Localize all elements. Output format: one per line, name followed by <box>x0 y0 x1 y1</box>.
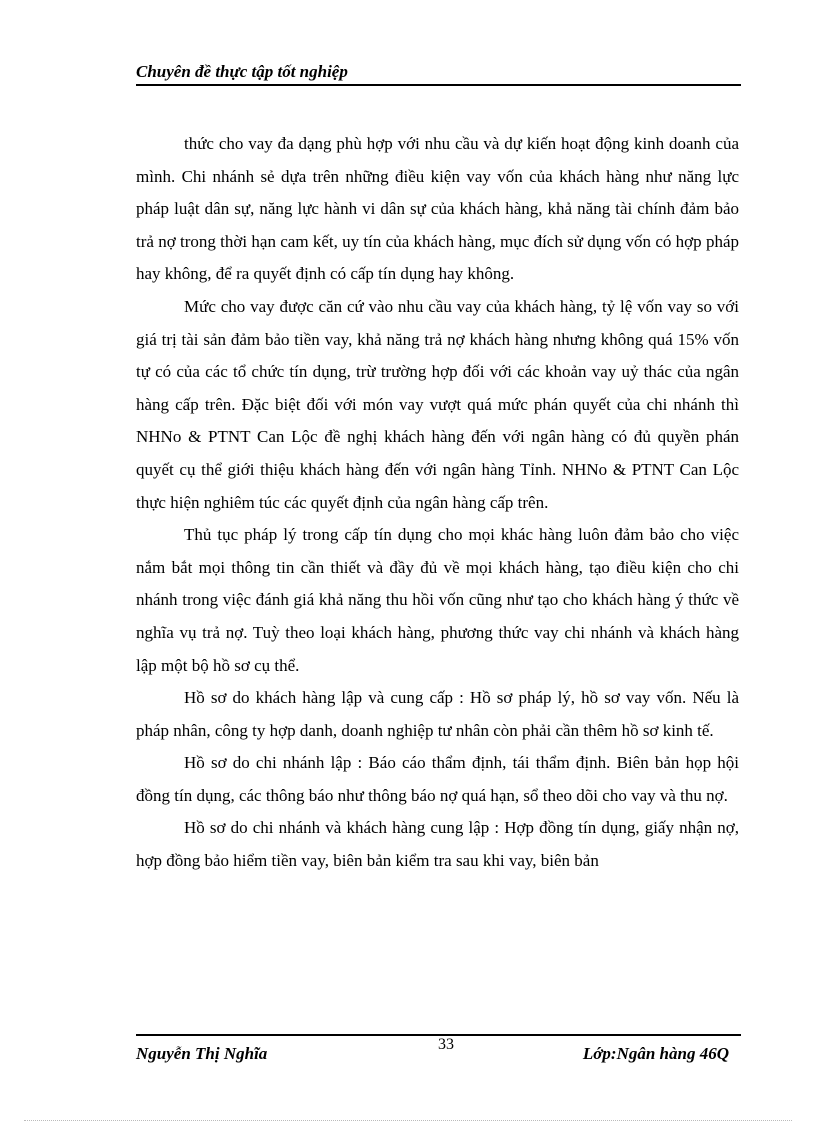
paragraph-legal-procedure: Thủ tục pháp lý trong cấp tín dụng cho mọi khác hàng luôn đảm bảo cho việc nắm bắt mọi thông tin cần thiết và đầy đủ về mọi khách hàng, tạo điều kiện cho chi nhánh trong việc đánh giá khả năng thu hồi vốn cũng như tạo cho khách hàng ý thức về nghĩa vụ trả nợ. Tuỳ theo loại khách hàng, phương thức vay chi nhánh và khách hàng lập một bộ hồ sơ cụ thể. <box>136 525 739 675</box>
paragraph-joint-documents: Hồ sơ do chi nhánh và khách hàng cung lập : Hợp đồng tín dụng, giấy nhận nợ, hợp đồng bảo hiểm tiền vay, biên bản kiểm tra sau khi vay, biên bản <box>136 818 739 871</box>
body-text <box>136 128 739 878</box>
page-number: 33 <box>438 1036 454 1053</box>
page-header-title: Chuyên đề thực tập tốt nghiệp <box>136 62 348 81</box>
footer-author: Nguyễn Thị Nghĩa <box>136 1044 268 1063</box>
paragraph-continuation: thức cho vay đa dạng phù hợp với nhu cầu và dự kiến hoạt động kinh doanh của mình. Chi nhánh sẻ dựa trên những điều kiện vay vốn của khách hàng như năng lực pháp luật dân sự, năng lực hành vi dân sự của khách hàng, khả năng tài chính đảm bảo trả nợ trong thời hạn cam kết, uy tín của khách hàng, mục đích sử dụng vốn có hợp pháp hay không, để ra quyết định có cấp tín dụng hay không. <box>136 134 739 284</box>
paragraph-branch-documents: Hồ sơ do chi nhánh lập : Báo cáo thẩm định, tái thẩm định. Biên bản họp hội đồng tín dụng, các thông báo như thông báo nợ quá hạn, sổ theo dõi cho vay và thu nợ. <box>136 753 739 805</box>
header-divider <box>136 84 741 86</box>
page-bottom-boundary <box>24 1120 792 1121</box>
footer-class-label: Lớp:Ngân hàng 46Q <box>582 1044 729 1063</box>
paragraph-customer-documents: Hồ sơ do khách hàng lập và cung cấp : Hồ sơ pháp lý, hồ sơ vay vốn. Nếu là pháp nhân, công ty hợp danh, doanh nghiệp tư nhân còn phải cần thêm hồ sơ kinh tế. <box>136 688 739 740</box>
paragraph-loan-amount: Mức cho vay được căn cứ vào nhu cầu vay của khách hàng, tỷ lệ vốn vay so với giá trị tài sản đảm bảo tiền vay, khả năng trả nợ khách hàng nhưng không quá 15% vốn tự có của các tổ chức tín dụng, trừ trường hợp đối với các khoản vay uỷ thác của ngân hàng cấp trên. Đặc biệt đối với món vay vượt quá mức phán quyết của chi nhánh thì NHNo & PTNT Can Lộc đề nghị khách hàng đến với ngân hàng có đủ quyền phán quyết cụ thể giới thiệu khách hàng đến với ngân hàng Tỉnh. NHNo & PTNT Can Lộc thực hiện nghiêm túc các quyết định của ngân hàng cấp trên. <box>136 296 739 512</box>
